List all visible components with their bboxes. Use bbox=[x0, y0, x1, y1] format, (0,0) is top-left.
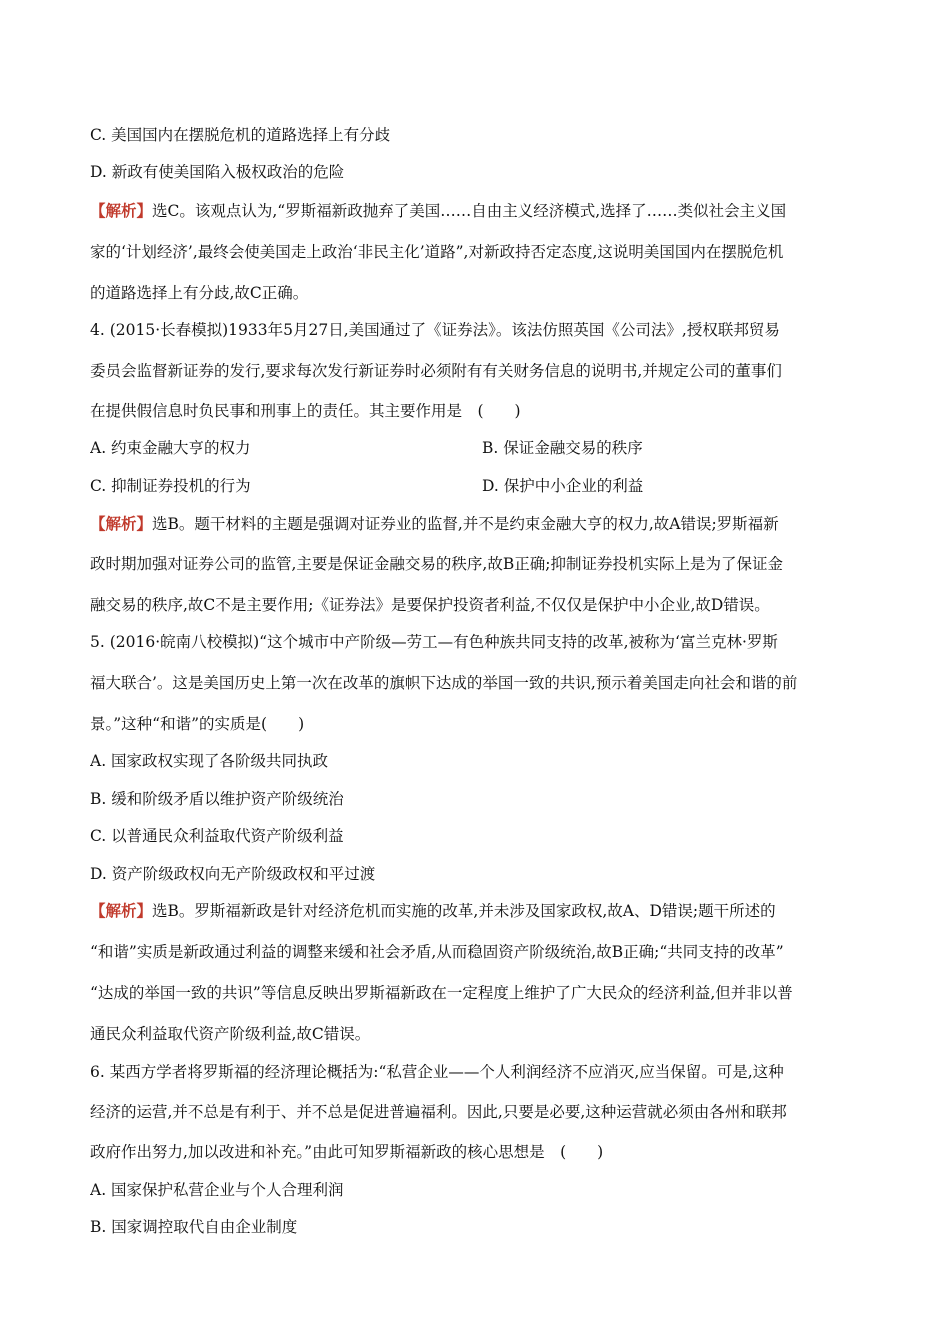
analysis-tag: 【解析】 bbox=[90, 901, 153, 920]
q6-option-a: A. 国家保护私营企业与个人合理利润 bbox=[90, 1181, 344, 1199]
q3-analysis-line3: 的道路选择上有分歧,故C正确。 bbox=[90, 284, 309, 302]
q5-stem-line3: 景。”这种“和谐”的实质是( ) bbox=[90, 715, 305, 733]
q6-option-b: B. 国家调控取代自由企业制度 bbox=[90, 1218, 298, 1236]
q5-analysis-line4: 通民众利益取代资产阶级利益,故C错误。 bbox=[90, 1025, 371, 1043]
q5-stem-line1: 5. (2016·皖南八校模拟)“这个城市中产阶级—劳工—有色种族共同支持的改革,被称为‘富兰克林·罗斯 bbox=[90, 633, 778, 651]
q4-stem-line1: 4. (2015·长春模拟)1933年5月27日,美国通过了《证券法》。该法仿照英国《公司法》,授权联邦贸易 bbox=[90, 321, 780, 339]
q4-stem-line2: 委员会监督新证券的发行,要求每次发行新证券时必须附有有关财务信息的说明书,并规定公司的董事们 bbox=[90, 362, 782, 380]
q5-option-d: D. 资产阶级政权向无产阶级政权和平过渡 bbox=[90, 865, 376, 883]
q5-stem-line2: 福大联合’。这是美国历史上第一次在改革的旗帜下达成的举国一致的共识,预示着美国走向社会和谐的前 bbox=[90, 674, 798, 692]
q5-option-a: A. 国家政权实现了各阶级共同执政 bbox=[90, 752, 329, 770]
q4-analysis-text1: 选B。题干材料的主题是强调对证券业的监督,并不是约束金融大亨的权力,故A错误;罗斯福新 bbox=[152, 515, 779, 533]
q5-analysis-line1 bbox=[90, 900, 870, 922]
q3-analysis-line2: 家的‘计划经济’,最终会使美国走上政治‘非民主化’道路”,对新政持否定态度,这说明美国国内在摆脱危机 bbox=[90, 243, 784, 261]
q5-analysis-line2: “和谐”实质是新政通过利益的调整来缓和社会矛盾,从而稳固资产阶级统治,故B正确;“共同支持的改革” bbox=[90, 943, 784, 961]
q4-analysis-line1 bbox=[90, 513, 870, 535]
q4-option-b: B. 保证金融交易的秩序 bbox=[482, 439, 643, 457]
q4-option-a: A. 约束金融大亨的权力 bbox=[90, 439, 251, 457]
q5-option-b: B. 缓和阶级矛盾以维护资产阶级统治 bbox=[90, 790, 344, 808]
q5-analysis-text1: 选B。罗斯福新政是针对经济危机而实施的改革,并未涉及国家政权,故A、D错误;题干所述的 bbox=[152, 902, 776, 920]
q3-analysis-line1 bbox=[90, 200, 870, 222]
q5-option-c: C. 以普通民众利益取代资产阶级利益 bbox=[90, 827, 344, 845]
q4-options-row1 bbox=[90, 437, 870, 459]
q3-analysis-text1: 选C。该观点认为,“罗斯福新政抛弃了美国……自由主义经济模式,选择了……类似社会主义国 bbox=[152, 202, 787, 220]
q3-option-c: C. 美国国内在摆脱危机的道路选择上有分歧 bbox=[90, 126, 391, 144]
q4-stem-line3: 在提供假信息时负民事和刑事上的责任。其主要作用是 ( ) bbox=[90, 402, 521, 420]
q5-analysis-line3: “达成的举国一致的共识”等信息反映出罗斯福新政在一定程度上维护了广大民众的经济利益,但并非以普 bbox=[90, 984, 793, 1002]
q4-option-c: C. 抑制证券投机的行为 bbox=[90, 477, 251, 495]
q4-analysis-line2: 政时期加强对证券公司的监管,主要是保证金融交易的秩序,故B正确;抑制证券投机实际上是为了保证金 bbox=[90, 555, 783, 573]
q6-stem-line1: 6. 某西方学者将罗斯福的经济理论概括为:“私营企业——个人利润经济不应消灭,应当保留。可是,这种 bbox=[90, 1063, 784, 1081]
q4-analysis-line3: 融交易的秩序,故C不是主要作用;《证券法》是要保护投资者利益,不仅仅是保护中小企业,故D错误。 bbox=[90, 596, 770, 614]
analysis-tag: 【解析】 bbox=[90, 201, 153, 220]
analysis-tag: 【解析】 bbox=[90, 514, 153, 533]
q4-options-row2 bbox=[90, 475, 870, 497]
q4-option-d: D. 保护中小企业的利益 bbox=[482, 477, 644, 495]
q6-stem-line3: 政府作出努力,加以改进和补充。”由此可知罗斯福新政的核心思想是 ( ) bbox=[90, 1143, 604, 1161]
q3-option-d: D. 新政有使美国陷入极权政治的危险 bbox=[90, 163, 345, 181]
q6-stem-line2: 经济的运营,并不总是有利于、并不总是促进普遍福利。因此,只要是必要,这种运营就必须由各州和联邦 bbox=[90, 1103, 787, 1121]
